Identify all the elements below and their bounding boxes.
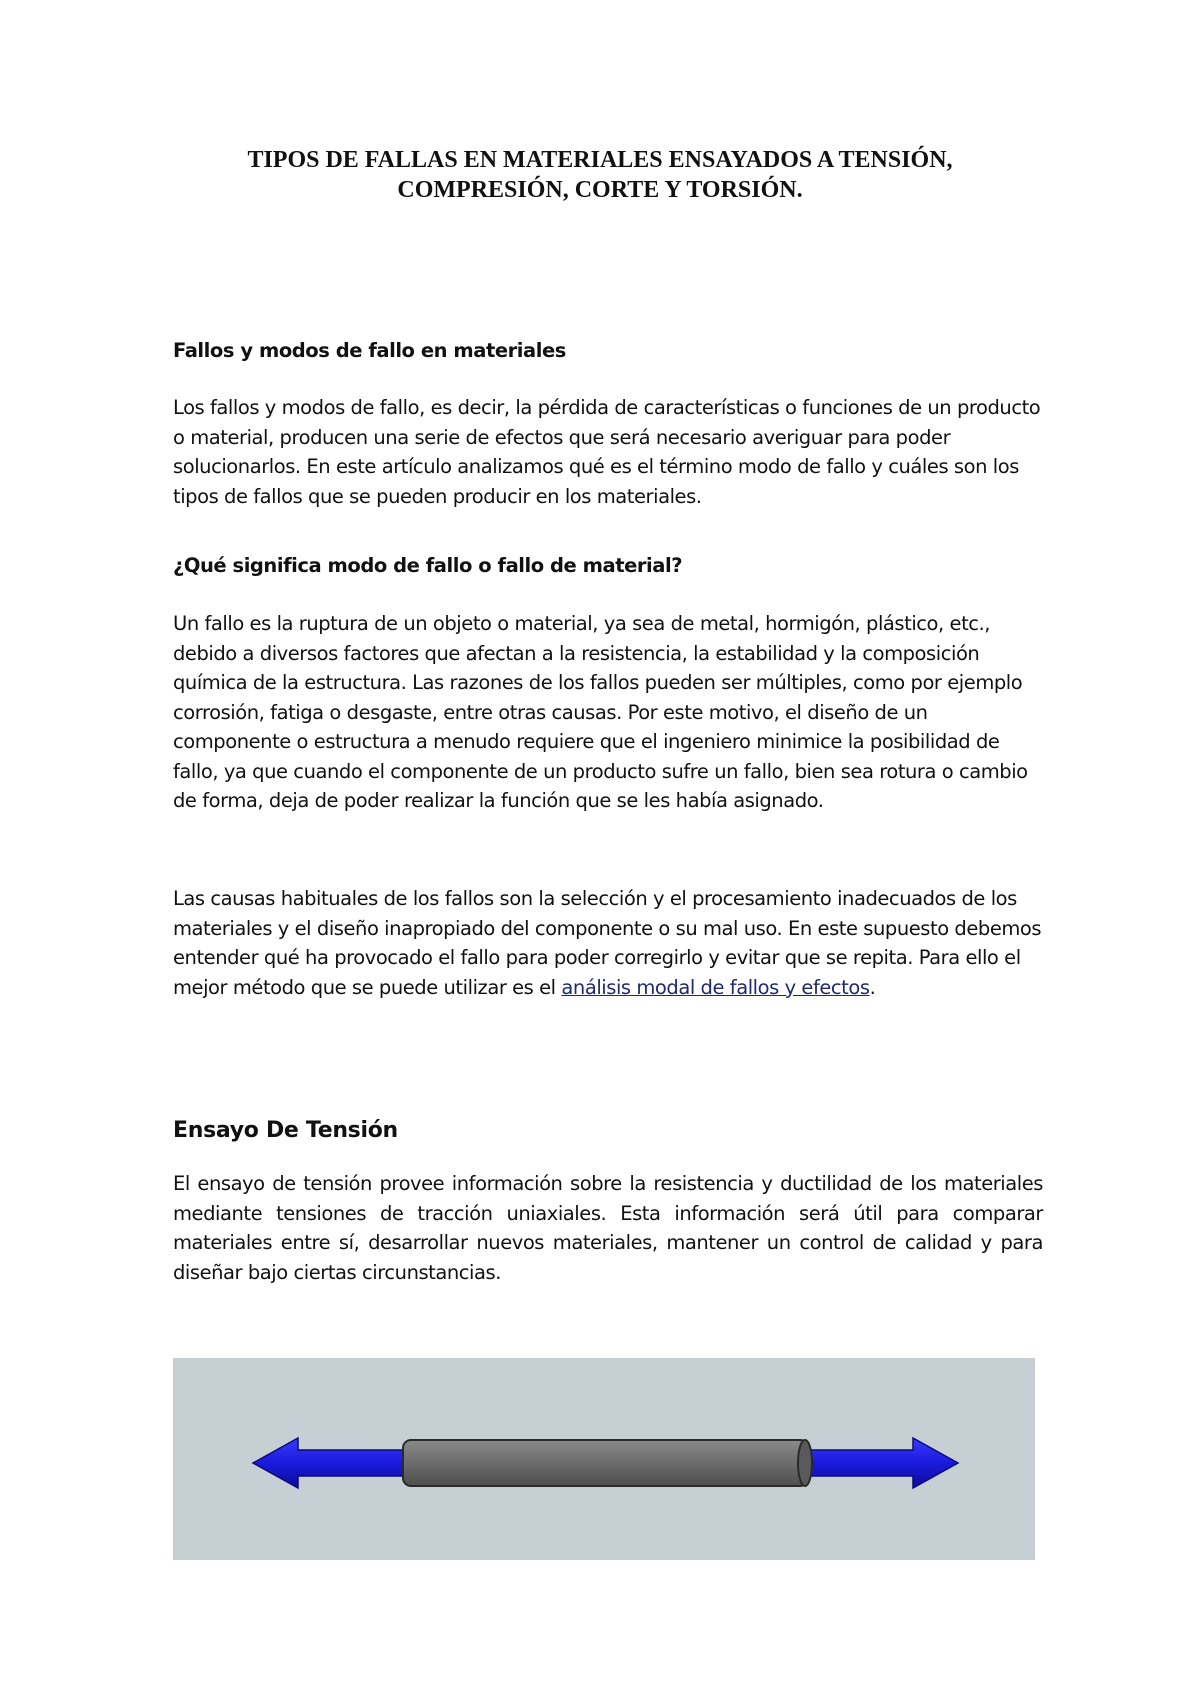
paragraph-failure-causes — [173, 884, 1043, 1002]
paragraph-tension-test: El ensayo de tensión provee información sobre la resistencia y ductilidad de los materiales mediante tensiones de tracción uniaxiales. Esta información será útil para comparar materiales entre sí, desarrollar nuevos materiales, mantener un control de calidad y para diseñar bajo ciertas circunstancias. — [173, 1172, 1043, 1284]
paragraph-failure-causes-text: Las causas habituales de los fallos son la selección y el procesamiento inadecuados de los materiales y el diseño inapropiado del componente o su mal uso. En este supuesto debemos entender qué ha provocado el fallo para poder corregirlo y evitar que se repita. Para ello el mejor método que se puede utilizar es el — [173, 887, 1042, 999]
left-arrow-icon — [253, 1438, 403, 1488]
paragraph-failure-definition: Un fallo es la ruptura de un objeto o material, ya sea de metal, hormigón, plástico, etc., debido a diversos factores que afectan a la resistencia, la estabilidad y la composición química de la estructura. Las razones de los fallos pueden ser múltiples, como por ejemplo corrosión, fatiga o desgaste, entre otras causas. Por este motivo, el diseño de un componente o estructura a menudo requiere que el ingeniero minimice la posibilidad de fallo, ya que cuando el componente de un producto sufre un fallo, bien sea rotura o cambio de forma, deja de poder realizar la función que se les había asignado. — [173, 612, 1028, 812]
section-heading-failure-modes: Fallos y modos de fallo en materiales — [173, 339, 566, 362]
tension-diagram — [173, 1358, 1035, 1560]
fmea-link[interactable]: análisis modal de fallos y efectos — [561, 975, 870, 999]
right-arrow-icon — [803, 1438, 958, 1488]
title-line-1: TIPOS DE FALLAS EN MATERIALES ENSAYADOS A TENSIÓN, — [247, 147, 953, 173]
specimen-end-cap — [798, 1440, 812, 1486]
title-line-2: COMPRESIÓN, CORTE Y TORSIÓN. — [397, 177, 803, 203]
section-heading-tension-test: Ensayo De Tensión — [173, 1118, 398, 1143]
paragraph-failure-modes: Los fallos y modos de fallo, es decir, la pérdida de características o funciones de un producto o material, producen una serie de efectos que será necesario averiguar para poder solucionarlos. En este artículo analizamos qué es el término modo de fallo y cuáles son los tipos de fallos que se pueden producir en los materiales. — [173, 396, 1041, 508]
section-heading-what-is-failure: ¿Qué significa modo de fallo o fallo de material? — [173, 554, 683, 577]
document-title — [150, 145, 1050, 205]
paragraph-end-period: . — [869, 975, 876, 999]
tension-test-figure — [173, 1358, 1035, 1560]
test-specimen-bar — [403, 1440, 808, 1486]
